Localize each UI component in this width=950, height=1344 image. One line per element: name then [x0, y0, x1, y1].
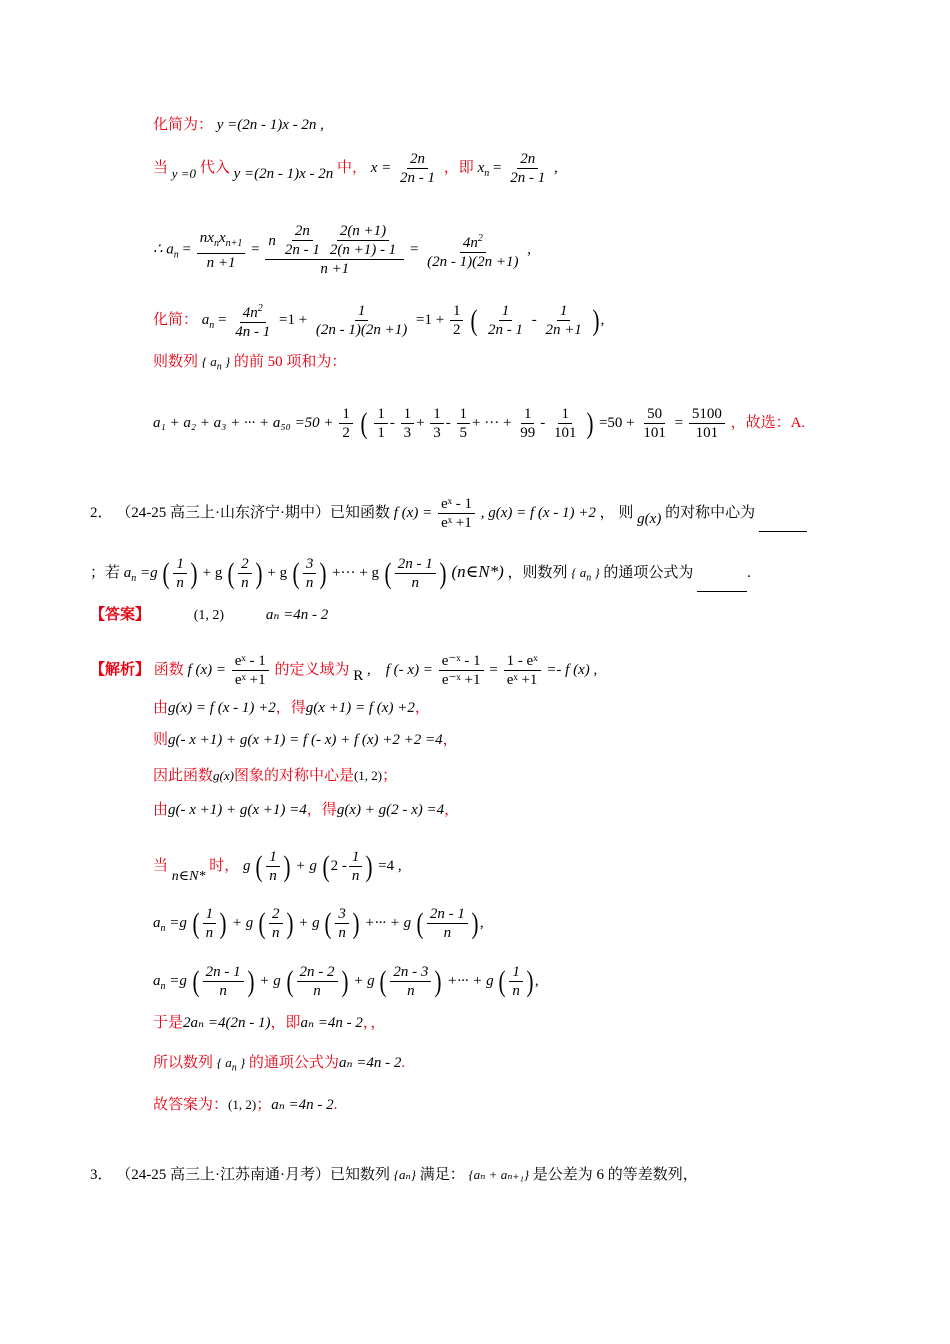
solution-line-sum: a₁ + a₂ + a₃ + ··· + a₅₀ =50 + $\frac{1}{2}$ ( $\frac{1}{1}$ - $\frac{1}{3}$ + $\frac{1}{3}$ - $\frac{1}{5}$ + ··· + $\frac{1}{99}$ - $\frac{1}{101}$ ) =50 + $\frac{50}{101}$ = $\frac{5100}{101}$ ，故选：A. — [153, 406, 806, 441]
frac-step2: n $\frac{2n}{2n - 1}$ $\frac{2(n +1)}{2(n +1) - 1}$ n +1 — [265, 222, 404, 278]
a5-e2: g(x) + g(2 - x) =4 — [336, 802, 445, 818]
a10-e: aₙ =4n - 2 — [338, 1055, 402, 1071]
q3-number: 3． — [90, 1167, 113, 1183]
q3-seq1: {aₙ} — [393, 1167, 416, 1182]
text-substitute: 代入 — [199, 159, 230, 176]
text-first-50: 的前 50 项和为： — [233, 354, 347, 370]
analysis-line6: 当 n∈N* 时， g ( $\frac{1}{n}$ ) + g ( 2 - $\frac{1}{n}$ ) =4 , — [153, 849, 402, 884]
text-in: 中， — [337, 159, 368, 176]
q2-ask2b: 的通项公式为 — [603, 564, 694, 581]
an-var: a — [201, 311, 210, 328]
label-simplify: 化简为： — [153, 117, 214, 133]
analysis-line3: 则g(- x +1) + g(x +1) = f (- x) + f (x) +2 +2 =4， — [153, 732, 458, 748]
analysis-line5: 由g(- x +1) + g(x +1) =4，得g(x) + g(2 - x) =4， — [153, 802, 460, 818]
cond-y0: y =0 — [171, 165, 197, 181]
answer-A: ，故选：A. — [730, 414, 806, 431]
analysis-line8: $a_n =g$ ( $\frac{2n - 1}{n}$ ) + g ( $\frac{2n - 2}{n}$ ) + g ( $\frac{2n - 3}{n}$ ) +··· + g ( $\frac{1}{n}$ ) , — [153, 964, 539, 999]
q2-ask1: 的对称中心为 — [665, 504, 756, 521]
frac-half-sum: $\frac{1}{2}$ — [339, 405, 353, 442]
analysis-line9: 于是2aₙ =4(2n - 1)，即aₙ =4n - 2，， — [153, 1015, 386, 1031]
frac-step3: $\frac{4n^2}{(2n - 1)(2n +1)}$ — [424, 230, 521, 271]
analysis-label: 【解析】 — [90, 661, 151, 678]
a9-e1: 2aₙ =4(2n - 1) — [183, 1015, 271, 1031]
a11-v1: (1, 2) — [228, 1097, 257, 1112]
q3-line — [90, 1165, 698, 1185]
frac-d: $\frac{1}{2n +1}$ — [545, 303, 582, 338]
analysis-line7: $a_n =g$ ( $\frac{1}{n}$ ) + g ( $\frac{2}{n}$ ) + g ( $\frac{3}{n}$ ) +··· + g ( $\frac{2n - 1}{n}$ ) , — [153, 906, 484, 941]
a3-e: g(- x +1) + g(x +1) = f (- x) + f (x) +2 +2 =4 — [168, 732, 443, 748]
q2-n-cond: (n∈N*) — [451, 561, 504, 581]
frac-a: $\frac{4n^2}{4n - 1}$ — [232, 300, 273, 341]
a5-e1: g(- x +1) + g(x +1) =4 — [168, 802, 307, 818]
q3-text-c: 是公差为 6 的等差数列， — [532, 1167, 698, 1183]
q2-fx-frac: $\frac{\text{eˣ - 1}}{\text{eˣ +1}}$ — [438, 495, 475, 532]
solution-line-simplify — [153, 115, 324, 135]
a2-e1: g(x) = f (x - 1) +2 — [168, 700, 276, 716]
analysis-line2: 由g(x) = f (x - 1) +2，得g(x +1) = f (x) +2， — [153, 700, 430, 716]
answer-formula: aₙ =4n - 2 — [265, 607, 329, 623]
x-eq: x = — [370, 159, 392, 176]
a11-v2: aₙ =4n - 2 — [271, 1097, 334, 1113]
q3-text-a: （24-25 高三上·江苏南通·月考）已知数列 — [116, 1167, 391, 1183]
q2-ask2a: ，则数列 — [507, 564, 568, 581]
q2-then: ， 则 — [599, 504, 634, 521]
frac-c: $\frac{1}{2n - 1}$ — [487, 303, 523, 338]
a1-fneg: f (- x) = — [385, 661, 433, 678]
answer-line — [90, 605, 328, 626]
q2-blank-2[interactable] — [697, 575, 747, 592]
label-simplify2: 化简： — [153, 311, 199, 328]
frac-50-101: $\frac{50}{101}$ — [643, 406, 666, 441]
frac-xn: $\frac{2n}{2n - 1}$ — [510, 151, 546, 186]
q2-cont: ；若 — [90, 564, 121, 581]
sum-lhs: a₁ + a₂ + a₃ + ··· + a₅₀ =50 + — [153, 414, 334, 431]
q2-eq-g: =g — [140, 564, 158, 581]
solution-line-substitute: 当 y =0 代入 y =(2n - 1)x - 2n 中， x = $\frac{2n}{2n - 1}$ ，即 $x_n$ = $\frac{2n}{2n - 1}$ , — [153, 151, 558, 186]
an-therefore: ∴ a — [153, 241, 174, 258]
xn-var: x — [477, 159, 485, 176]
expr-line: y =(2n - 1)x - 2n — [233, 165, 334, 182]
q2-fx: f (x) = — [393, 504, 433, 521]
frac-5100-101: $\frac{5100}{101}$ — [689, 405, 725, 442]
answer-label: 【答案】 — [90, 607, 151, 623]
frac-step1: $\frac{nx_nx_{n+1}}{n +1}$ — [197, 229, 246, 272]
q2-gx2: g(x) — [637, 510, 662, 527]
frac-half: $\frac{1}{2}$ — [450, 302, 464, 339]
a1-fx: f (x) = — [187, 661, 226, 678]
q3-seq2: {aₙ + aₙ₊₁} — [468, 1167, 530, 1182]
analysis-line10: 所以数列 { $a_n$ } 的通项公式为aₙ =4n - 2. — [153, 1055, 406, 1074]
line-equation: y =(2n - 1)x - 2n , — [216, 117, 324, 133]
answer-center: (1, 2) — [193, 608, 225, 623]
a1-text: 函数 — [153, 661, 184, 678]
a4-g: g(x) — [213, 768, 234, 783]
analysis-line11: 故答案为：(1, 2)；aₙ =4n - 2. — [153, 1097, 338, 1113]
q2-source: （24-25 高三上·山东济宁·期中）已知函数 — [116, 504, 391, 521]
a1-domain: 的定义域为 — [274, 661, 350, 678]
text-when: 当 — [153, 159, 169, 176]
a1-R: R — [353, 667, 364, 684]
seq-an: { $a_n$ } — [201, 354, 231, 373]
a2-e2: g(x +1) = f (x) +2 — [305, 700, 415, 716]
analysis-line1: 【解析】 函数 f (x) = $\frac{\text{eˣ - 1}}{\text{eˣ +1}}$ 的定义域为 R , f (- x) = $\frac{\text{e⁻ˣ - 1}}{\text{e⁻ˣ +1}}$ = $\frac{\text{1 - eˣ}}{\text{eˣ +1}}$ =- f (x) , — [90, 653, 598, 688]
q2-line2: ；若 $a_n =g$ ( $\frac{1}{n}$ ) + g ( $\frac{2}{n}$ ) + g ( $\frac{3}{n}$ ) +··· + g ( $\frac{2n - 1}{n}$ ) (n∈N*) ，则数列 { $a_n$ } 的通项公式为 . — [90, 556, 751, 591]
a6-cond: n∈N* — [171, 868, 206, 884]
q3-text-b: 满足： — [419, 1167, 465, 1183]
frac-x: $\frac{2n}{2n - 1}$ — [400, 151, 436, 186]
q2-an: a — [123, 564, 132, 581]
a1-end: =- f (x) , — [546, 661, 598, 678]
a4-center: (1, 2) — [353, 768, 383, 783]
q2-line1 — [90, 495, 807, 532]
eq-one-plus: =1 + — [278, 311, 308, 328]
eq-one-plus-2: =1 + — [416, 311, 445, 328]
q2-number: 2． — [90, 504, 113, 521]
a9-e2: aₙ =4n - 2 — [300, 1015, 363, 1031]
solution-line-sum-intro — [153, 352, 346, 378]
text-ie: ，即 — [443, 159, 474, 176]
text-sequence: 则数列 — [153, 354, 199, 370]
solution-line-simplify-an: 化简： $a_n$ = $\frac{4n^2}{4n - 1}$ =1 + $\frac{1}{(2n - 1)(2n +1)}$ =1 + $\frac{1}{2}$ ( $\frac{1}{2n - 1}$ - $\frac{1}{2n +1}$ ) , — [153, 300, 604, 341]
q2-gx: , g(x) = f (x - 1) +2 — [480, 504, 596, 521]
frac-b: $\frac{1}{(2n - 1)(2n +1)}$ — [315, 303, 408, 338]
a6-e: =4 , — [378, 857, 402, 874]
analysis-line4: 因此函数g(x)图象的对称中心是(1, 2)； — [153, 768, 398, 784]
q2-blank-1[interactable] — [759, 515, 807, 532]
solution-line-an-derivation: ∴ $a_n$ = $\frac{nx_nx_{n+1}}{n +1}$ = n $\frac{2n}{2n - 1}$ $\frac{2(n +1)}{2(n +1) - 1}$ n +1 = $\frac{4n^2}{(2n - 1)(2n +1)}$ , — [153, 223, 532, 277]
